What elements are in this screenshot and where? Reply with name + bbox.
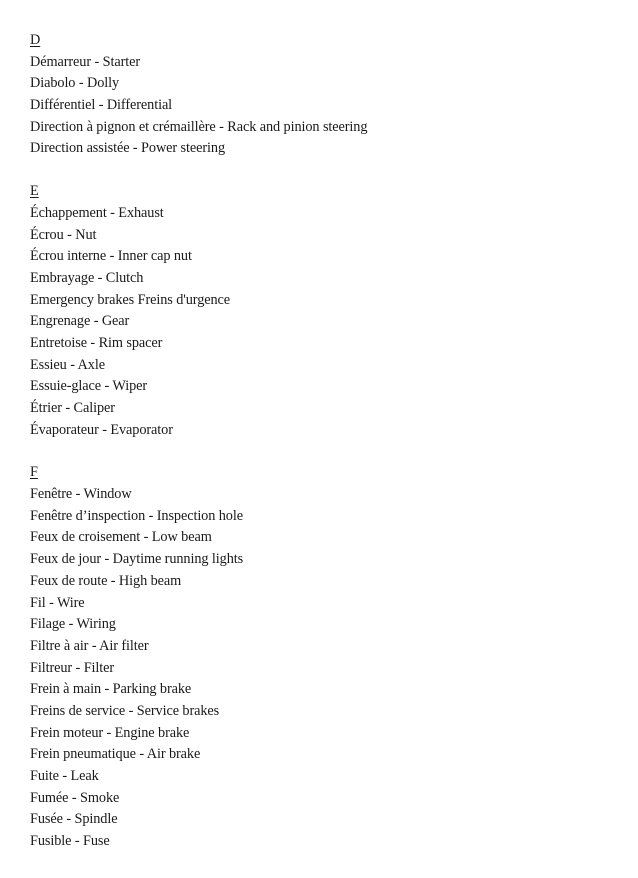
glossary-entry: Diabolo - Dolly [30, 75, 120, 92]
glossary-entry: Freins de service - Service brakes [30, 702, 220, 719]
section-letter: F [30, 464, 38, 481]
glossary-entry: Essieu - Axle [30, 356, 105, 373]
glossary-entry: Essuie-glace - Wiper [30, 378, 148, 395]
glossary-entry: Échappement - Exhaust [30, 204, 164, 221]
section-d [30, 30, 638, 160]
glossary-entry: Fenêtre - Window [30, 486, 132, 503]
glossary-entry: Filtreur - Filter [30, 659, 115, 676]
glossary-entry: Évaporateur - Evaporator [30, 421, 173, 438]
glossary-entry: Frein à main - Parking brake [30, 681, 192, 698]
glossary-entry: Différentiel - Differential [30, 97, 173, 114]
glossary-entry: Fuite - Leak [30, 768, 99, 784]
glossary-entry: Embrayage - Clutch [30, 269, 144, 286]
glossary-entry: Direction assistée - Power steering [30, 140, 226, 157]
glossary-entry: Filage - Wiring [30, 616, 116, 633]
glossary-entry: Frein pneumatique - Air brake [30, 746, 201, 763]
glossary-entry: Engrenage - Gear [30, 313, 130, 330]
glossary-entry: Feux de croisement - Low beam [30, 529, 212, 546]
glossary-entry: Fil - Wire [30, 594, 85, 611]
glossary-entry: Écrou interne - Inner cap nut [30, 248, 192, 265]
glossary-entry: Démarreur - Starter [30, 53, 141, 70]
glossary-entry: Fusée - Spindle [30, 811, 118, 828]
section-letter: D [30, 32, 41, 48]
section-e [30, 181, 638, 441]
glossary-entry: Fusible - Fuse [30, 833, 110, 850]
glossary-entry: Écrou - Nut [30, 226, 97, 243]
glossary-entry: Frein moteur - Engine brake [30, 724, 190, 741]
section-letter: E [30, 183, 39, 200]
glossary-entry: Fenêtre d’inspection - Inspection hole [30, 507, 243, 524]
glossary-entry: Filtre à air - Air filter [30, 637, 149, 654]
glossary-entry: Entretoise - Rim spacer [30, 334, 163, 351]
glossary-entry: Direction à pignon et crémaillère - Rack and pinion steering [30, 118, 368, 135]
glossary-entry: Emergency brakes Freins d'urgence [30, 291, 231, 308]
glossary-entry: Étrier - Caliper [30, 400, 115, 416]
glossary-entry: Feux de jour - Daytime running lights [30, 551, 244, 568]
glossary-entry: Fumée - Smoke [30, 789, 120, 806]
glossary-entry: Feux de route - High beam [30, 572, 182, 589]
section-f [30, 462, 638, 852]
